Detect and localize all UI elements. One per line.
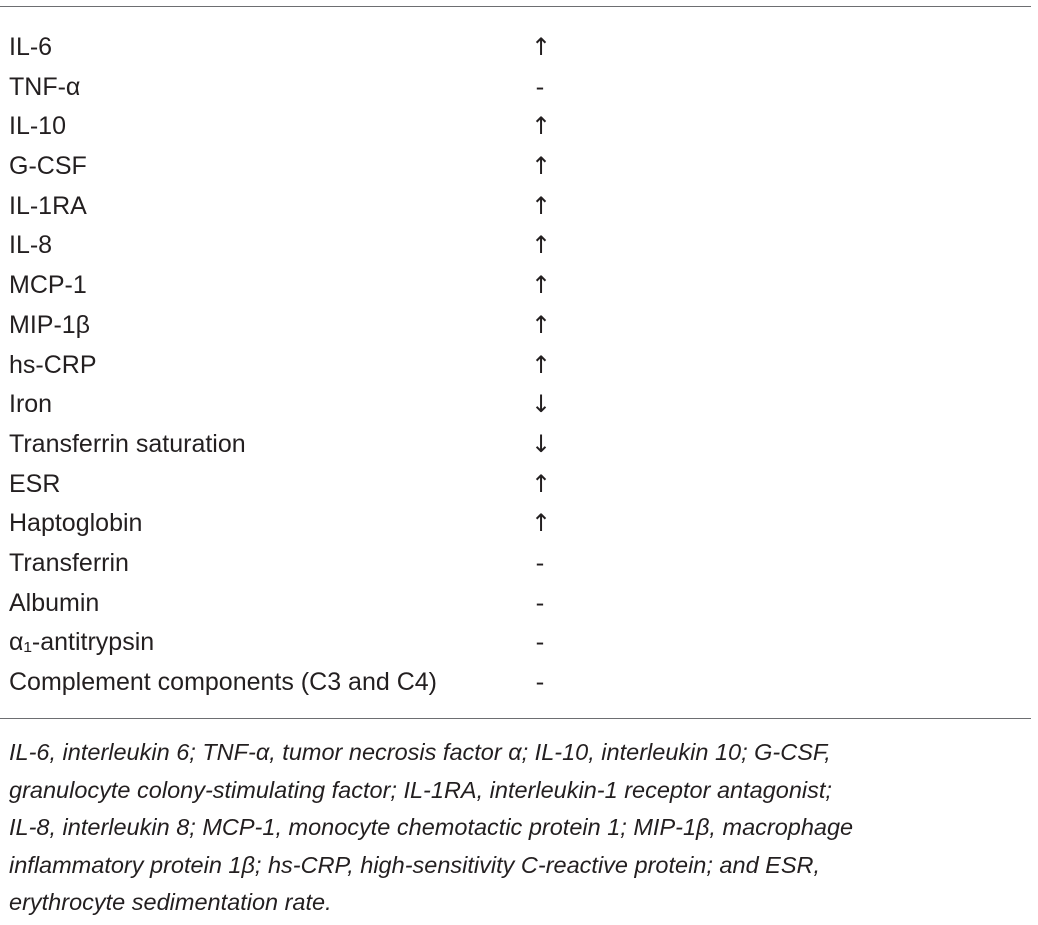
table-row — [9, 544, 1029, 584]
marker-name: IL-10 — [9, 112, 66, 141]
table-row — [9, 306, 1029, 346]
change-indicator: ↑ — [531, 509, 552, 538]
table-row — [9, 28, 1029, 68]
marker-name: IL-8 — [9, 231, 53, 260]
table-row — [9, 584, 1029, 624]
table-row — [9, 465, 1029, 505]
marker-name: TNF-α — [9, 72, 81, 101]
change-indicator: ↓ — [531, 429, 552, 458]
change-indicator: ↑ — [531, 231, 552, 260]
marker-name: MCP-1 — [9, 271, 87, 300]
table-row — [9, 187, 1029, 227]
marker-name: ESR — [9, 469, 61, 498]
change-indicator: - — [535, 72, 545, 101]
table-row — [9, 346, 1029, 386]
change-indicator: - — [535, 588, 545, 617]
marker-name: Transferrin — [9, 548, 129, 577]
marker-name: α₁-antitrypsin — [9, 628, 155, 657]
change-indicator: - — [535, 668, 545, 696]
marker-name: Complement components (C3 and C4) — [9, 668, 437, 696]
change-indicator: ↑ — [531, 350, 552, 379]
marker-name: MIP-1β — [9, 310, 91, 339]
change-indicator: ↑ — [531, 191, 552, 220]
table-row — [9, 504, 1029, 544]
marker-name: IL-6 — [9, 33, 53, 61]
change-indicator: - — [535, 628, 545, 657]
marker-name: Albumin — [9, 588, 100, 617]
change-indicator: ↑ — [531, 152, 552, 181]
marker-name: IL-1RA — [9, 191, 87, 220]
change-indicator: ↑ — [531, 310, 552, 339]
table-top-rule — [0, 6, 1031, 7]
table-row — [9, 68, 1029, 108]
marker-name: G-CSF — [9, 152, 87, 181]
table-row — [9, 425, 1029, 465]
table-row — [9, 385, 1029, 425]
table-row — [9, 663, 1029, 703]
change-indicator: ↑ — [531, 271, 552, 300]
table-row — [9, 226, 1029, 266]
marker-name: hs-CRP — [9, 350, 97, 379]
change-indicator: - — [535, 548, 545, 577]
table-bottom-rule — [0, 718, 1031, 719]
table-footnote: IL-6, interleukin 6; TNF-α, tumor necrosis factor α; IL-10, interleukin 10; G-CSF, granulocyte colony-stimulating factor; IL-1RA, interleukin-1 receptor antagonist; IL-8, interleukin 8; MCP-1, monocyte chemotactic protein 1; MIP-1β, macrophage inflammatory protein 1β; hs-CRP, high-sensitivity C-reactive protein; and ESR, erythrocyte sedimentation rate. — [9, 739, 854, 915]
marker-name: Iron — [9, 390, 53, 419]
table-row — [9, 623, 1029, 663]
table-body — [9, 28, 1029, 703]
change-indicator: ↑ — [531, 112, 552, 141]
table-row — [9, 147, 1029, 187]
marker-name: Transferrin saturation — [9, 429, 246, 458]
change-indicator: ↑ — [531, 33, 552, 61]
change-indicator: ↑ — [531, 469, 552, 498]
change-indicator: ↓ — [531, 390, 552, 419]
table-row — [9, 107, 1029, 147]
table-row — [9, 266, 1029, 306]
marker-name: Haptoglobin — [9, 509, 143, 538]
